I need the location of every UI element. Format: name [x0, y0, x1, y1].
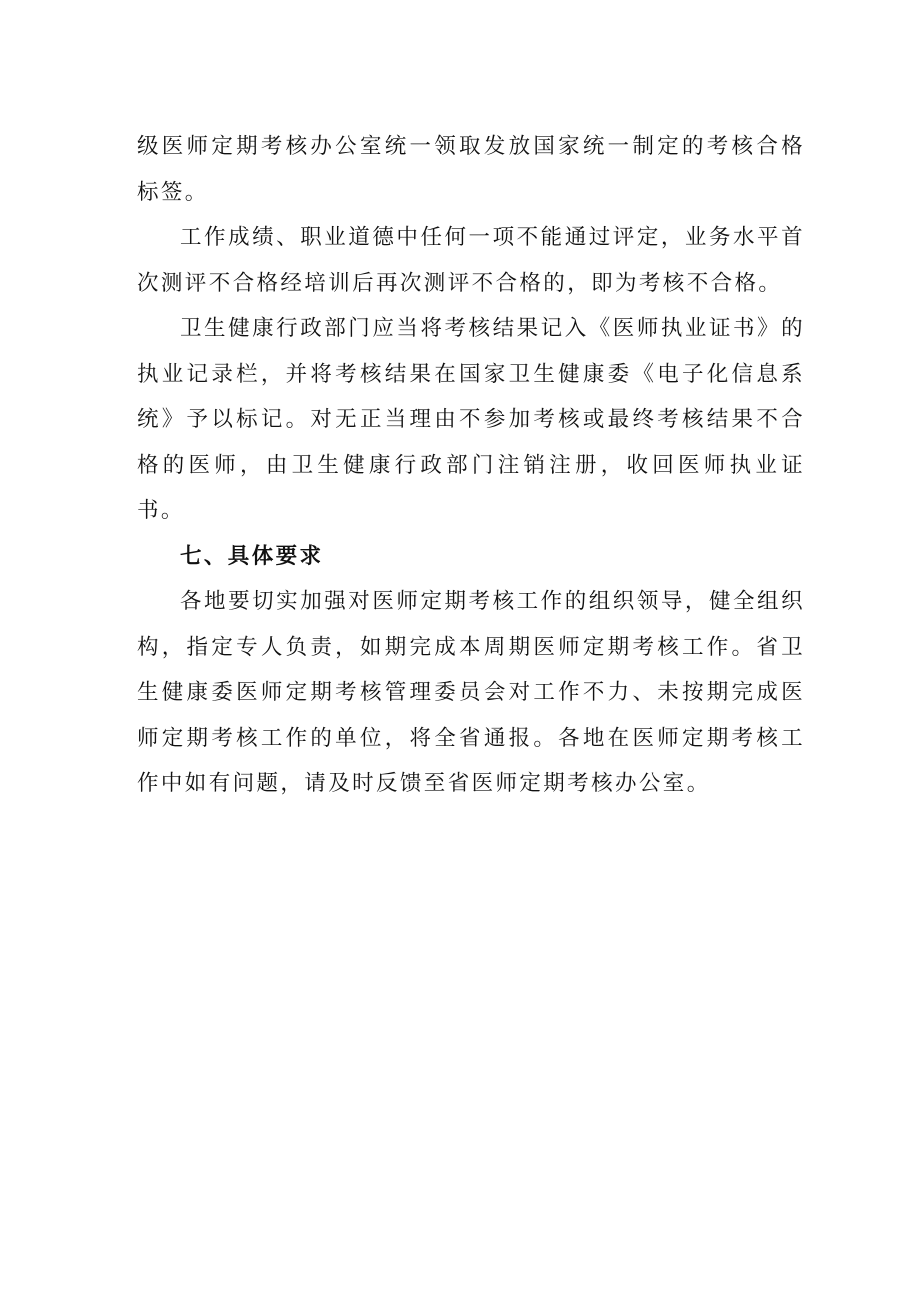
- paragraph-continuation: 级医师定期考核办公室统一领取发放国家统一制定的考核合格标签。: [137, 134, 805, 205]
- paragraph-specific-requirements: 各地要切实加强对医师定期考核工作的组织领导，健全组织构，指定专人负责，如期完成本周期医师定期考核工作。省卫生健康委医师定期考核管理委员会对工作不力、未按期完成医师定期考核工作的单位，将全省通报。各地在医师定期考核工作中如有问题，请及时反馈至省医师定期考核办公室。: [137, 589, 805, 796]
- paragraph-result-recording: 卫生健康行政部门应当将考核结果记入《医师执业证书》的执业记录栏，并将考核结果在国家卫生健康委《电子化信息系统》予以标记。对无正当理由不参加考核或最终考核结果不合格的医师，由卫生健康行政部门注销注册，收回医师执业证书。: [137, 316, 805, 523]
- section-heading-specific-requirements: 七、具体要求: [180, 543, 324, 569]
- document-body: [137, 124, 805, 807]
- paragraph-assessment-failure: 工作成绩、职业道德中任何一项不能通过评定，业务水平首次测评不合格经培训后再次测评不合格的，即为考核不合格。: [137, 225, 805, 296]
